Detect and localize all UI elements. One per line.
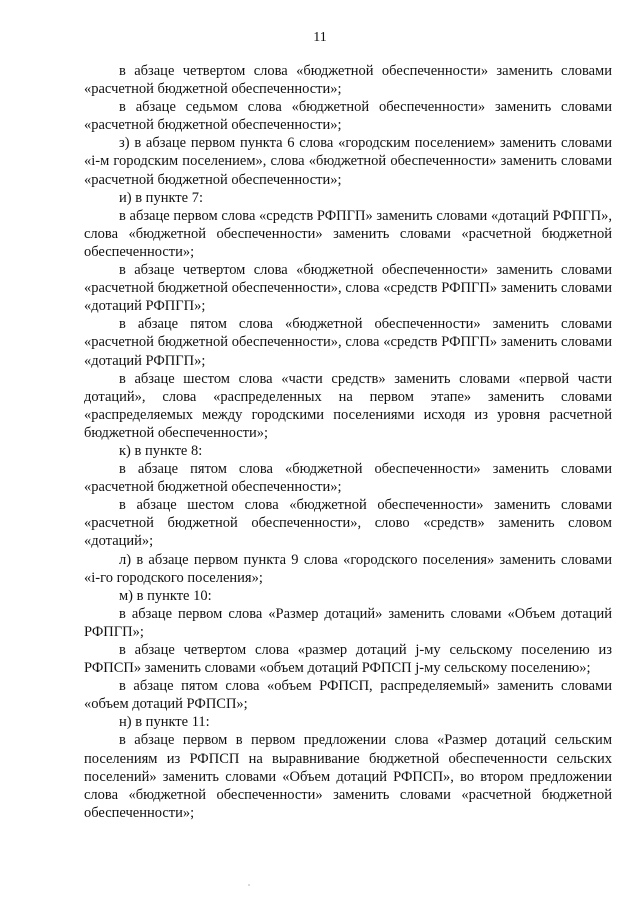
paragraph: в абзаце шестом слова «бюджетной обеспеченности» заменить словами «расчетной бюджетной обеспеченности», слово «средств» заменить словом «дотаций»;: [84, 497, 612, 550]
paragraph: в абзаце первом слова «средств РФПГП» заменить словами «дотаций РФПГП», слова «бюджетной обеспеченности» заменить словами «расчетной бюджетной обеспеченности»;: [84, 207, 612, 260]
paragraph: н) в пункте 11:: [119, 714, 210, 731]
paragraph: в абзаце шестом слова «части средств» заменить словами «первой части дотаций», слова «распределенных на первом этапе» заменить словами «распределяемых между городскими поселениями исходя из уровня расчетной бюджетной обеспеченности»;: [84, 370, 612, 441]
paragraph: в абзаце четвертом слова «бюджетной обеспеченности» заменить словами «расчетной бюджетной обеспеченности»;: [84, 63, 612, 98]
paragraph: л) в абзаце первом пункта 9 слова «городского поселения» заменить словами «i-го городского поселения»;: [84, 551, 612, 586]
document-body: [84, 62, 612, 822]
paragraph: в абзаце седьмом слова «бюджетной обеспеченности» заменить словами «расчетной бюджетной обеспеченности»;: [84, 99, 612, 134]
paragraph: в абзаце четвертом слова «размер дотаций j-му сельскому поселению из РФПСП» заменить словами «объем дотаций РФПСП j-му сельскому поселению»;: [84, 642, 612, 677]
paragraph: в абзаце четвертом слова «бюджетной обеспеченности» заменить словами «расчетной бюджетной обеспеченности», слова «средств РФПГП» заменить словами «дотаций РФПГП»;: [84, 262, 612, 315]
paragraph: к) в пункте 8:: [119, 442, 203, 459]
paragraph: в абзаце первом в первом предложении слова «Размер дотаций сельским поселениям из РФПСП на выравнивание бюджетной обеспеченности сельских поселений» заменить словами «Объем дотаций РФПСП», во втором предложении слова «бюджетной обеспеченности» заменить словами «расчетной бюджетной обеспеченности»;: [84, 732, 612, 821]
paragraph: в абзаце пятом слова «бюджетной обеспеченности» заменить словами «расчетной бюджетной обеспеченности», слова «средств РФПГП» заменить словами «дотаций РФПГП»;: [84, 316, 612, 369]
paragraph: в абзаце пятом слова «объем РФПСП, распределяемый» заменить словами «объем дотаций РФПСП»;: [84, 678, 612, 713]
paragraph: в абзаце пятом слова «бюджетной обеспеченности» заменить словами «расчетной бюджетной обеспеченности»;: [84, 461, 612, 496]
page-number: 11: [313, 30, 327, 45]
paragraph: и) в пункте 7:: [119, 189, 203, 206]
paragraph: м) в пункте 10:: [119, 587, 212, 604]
paragraph: з) в абзаце первом пункта 6 слова «городским поселением» заменить словами «i-м городским поселением», слова «бюджетной обеспеченности» заменить словами «расчетной бюджетной обеспеченности»;: [84, 135, 612, 188]
paragraph: в абзаце первом слова «Размер дотаций» заменить словами «Объем дотаций РФПГП»;: [84, 605, 612, 640]
scan-speck: [248, 884, 250, 886]
